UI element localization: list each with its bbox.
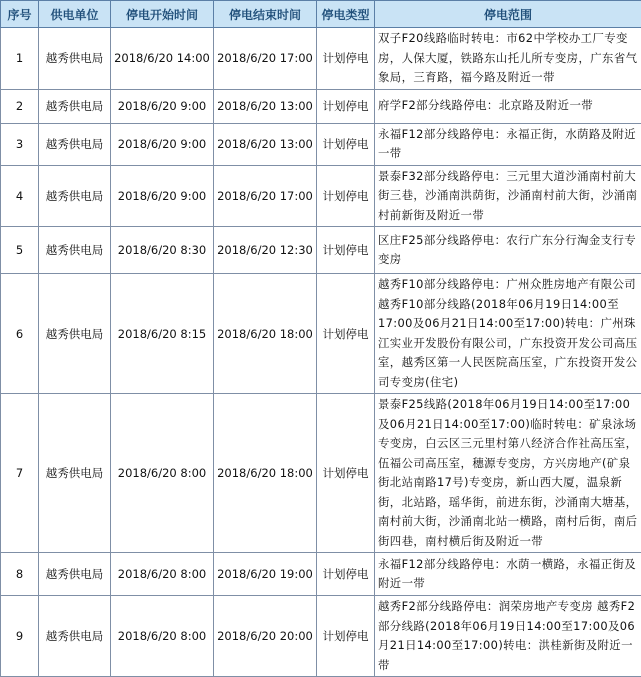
table-row [1, 596, 641, 677]
header-supply-unit: 供电单位 [39, 1, 111, 28]
table-row [1, 227, 641, 274]
cell-start-time: 2018/6/20 8:00 [111, 596, 214, 677]
cell-serial-number: 5 [1, 227, 39, 274]
cell-start-time: 2018/6/20 8:00 [111, 394, 214, 553]
cell-outage-type: 计划停电 [317, 227, 375, 274]
cell-serial-number: 2 [1, 89, 39, 123]
cell-outage-type: 计划停电 [317, 123, 375, 165]
cell-start-time: 2018/6/20 9:00 [111, 165, 214, 227]
table-row [1, 89, 641, 123]
cell-serial-number: 3 [1, 123, 39, 165]
cell-end-time: 2018/6/20 20:00 [214, 596, 317, 677]
cell-outage-type: 计划停电 [317, 165, 375, 227]
cell-supply-unit: 越秀供电局 [39, 274, 111, 394]
cell-supply-unit: 越秀供电局 [39, 227, 111, 274]
cell-end-time: 2018/6/20 17:00 [214, 28, 317, 90]
table-row [1, 28, 641, 90]
table-row [1, 165, 641, 227]
cell-outage-scope: 景泰F25线路(2018年06月19日14:00至17:00及06月21日14:00至17:00)临时转电：矿泉泳场专变房，白云区三元里村第八经济合作社高压室，伍福公司高压室，穗源专变房，方兴房地产(矿泉街北站南路17号)专变房，新山西大厦，温泉新街，北站路，瑶华街，前进东街，沙涌南大塘基，南村前大街，沙涌南北站一横路，南村后街，南后街四巷，南村横后街及附近一带 [375, 394, 641, 553]
cell-supply-unit: 越秀供电局 [39, 28, 111, 90]
cell-outage-type: 计划停电 [317, 274, 375, 394]
cell-supply-unit: 越秀供电局 [39, 553, 111, 596]
cell-serial-number: 4 [1, 165, 39, 227]
header-row [1, 1, 641, 28]
cell-outage-type: 计划停电 [317, 28, 375, 90]
cell-outage-scope: 景泰F32部分线路停电：三元里大道沙涌南村前大街三巷，沙涌南洪荫街，沙涌南村前大街，沙涌南村前新街及附近一带 [375, 165, 641, 227]
header-end-time: 停电结束时间 [214, 1, 317, 28]
cell-end-time: 2018/6/20 13:00 [214, 89, 317, 123]
cell-end-time: 2018/6/20 17:00 [214, 165, 317, 227]
cell-end-time: 2018/6/20 12:30 [214, 227, 317, 274]
cell-outage-scope: 越秀F10部分线路停电：广州众胜房地产有限公司 越秀F10部分线路(2018年06月19日14:00至17:00及06月21日14:00至17:00)转电：广州珠江实业开发股份有限公司，广东投资开发公司高压室，越秀区第一人民医院高压室，广东投资开发公司专变房(住宅) [375, 274, 641, 394]
table-row [1, 123, 641, 165]
cell-end-time: 2018/6/20 18:00 [214, 274, 317, 394]
cell-outage-scope: 永福F12部分线路停电：水荫一横路，永福正街及附近一带 [375, 553, 641, 596]
cell-serial-number: 6 [1, 274, 39, 394]
cell-supply-unit: 越秀供电局 [39, 123, 111, 165]
header-outage-type: 停电类型 [317, 1, 375, 28]
cell-outage-scope: 区庄F25部分线路停电：农行广东分行淘金支行专变房 [375, 227, 641, 274]
cell-supply-unit: 越秀供电局 [39, 89, 111, 123]
cell-start-time: 2018/6/20 8:00 [111, 553, 214, 596]
cell-outage-scope: 双子F20线路临时转电：市62中学校办工厂专变房，人保大厦，铁路东山托儿所专变房，广东省气象局，三育路，福今路及附近一带 [375, 28, 641, 90]
table-header [1, 1, 641, 28]
cell-outage-scope: 越秀F2部分线路停电：润荣房地产专变房 越秀F2部分线路(2018年06月19日14:00至17:00及06月21日14:00至17:00)转电：洪桂新街及附近一带 [375, 596, 641, 677]
cell-start-time: 2018/6/20 14:00 [111, 28, 214, 90]
cell-start-time: 2018/6/20 9:00 [111, 123, 214, 165]
header-serial-number: 序号 [1, 1, 39, 28]
table-row [1, 553, 641, 596]
cell-start-time: 2018/6/20 8:30 [111, 227, 214, 274]
header-start-time: 停电开始时间 [111, 1, 214, 28]
cell-supply-unit: 越秀供电局 [39, 165, 111, 227]
cell-outage-type: 计划停电 [317, 596, 375, 677]
table-body [1, 28, 641, 677]
cell-start-time: 2018/6/20 8:15 [111, 274, 214, 394]
cell-serial-number: 7 [1, 394, 39, 553]
cell-serial-number: 8 [1, 553, 39, 596]
cell-end-time: 2018/6/20 19:00 [214, 553, 317, 596]
cell-supply-unit: 越秀供电局 [39, 596, 111, 677]
cell-serial-number: 1 [1, 28, 39, 90]
cell-end-time: 2018/6/20 18:00 [214, 394, 317, 553]
cell-end-time: 2018/6/20 13:00 [214, 123, 317, 165]
cell-outage-type: 计划停电 [317, 89, 375, 123]
cell-outage-type: 计划停电 [317, 553, 375, 596]
table-row [1, 274, 641, 394]
table-row [1, 394, 641, 553]
cell-serial-number: 9 [1, 596, 39, 677]
cell-outage-type: 计划停电 [317, 394, 375, 553]
cell-outage-scope: 永福F12部分线路停电：永福正街，水荫路及附近一带 [375, 123, 641, 165]
cell-supply-unit: 越秀供电局 [39, 394, 111, 553]
cell-outage-scope: 府学F2部分线路停电：北京路及附近一带 [375, 89, 641, 123]
header-outage-scope: 停电范围 [375, 1, 641, 28]
cell-start-time: 2018/6/20 9:00 [111, 89, 214, 123]
